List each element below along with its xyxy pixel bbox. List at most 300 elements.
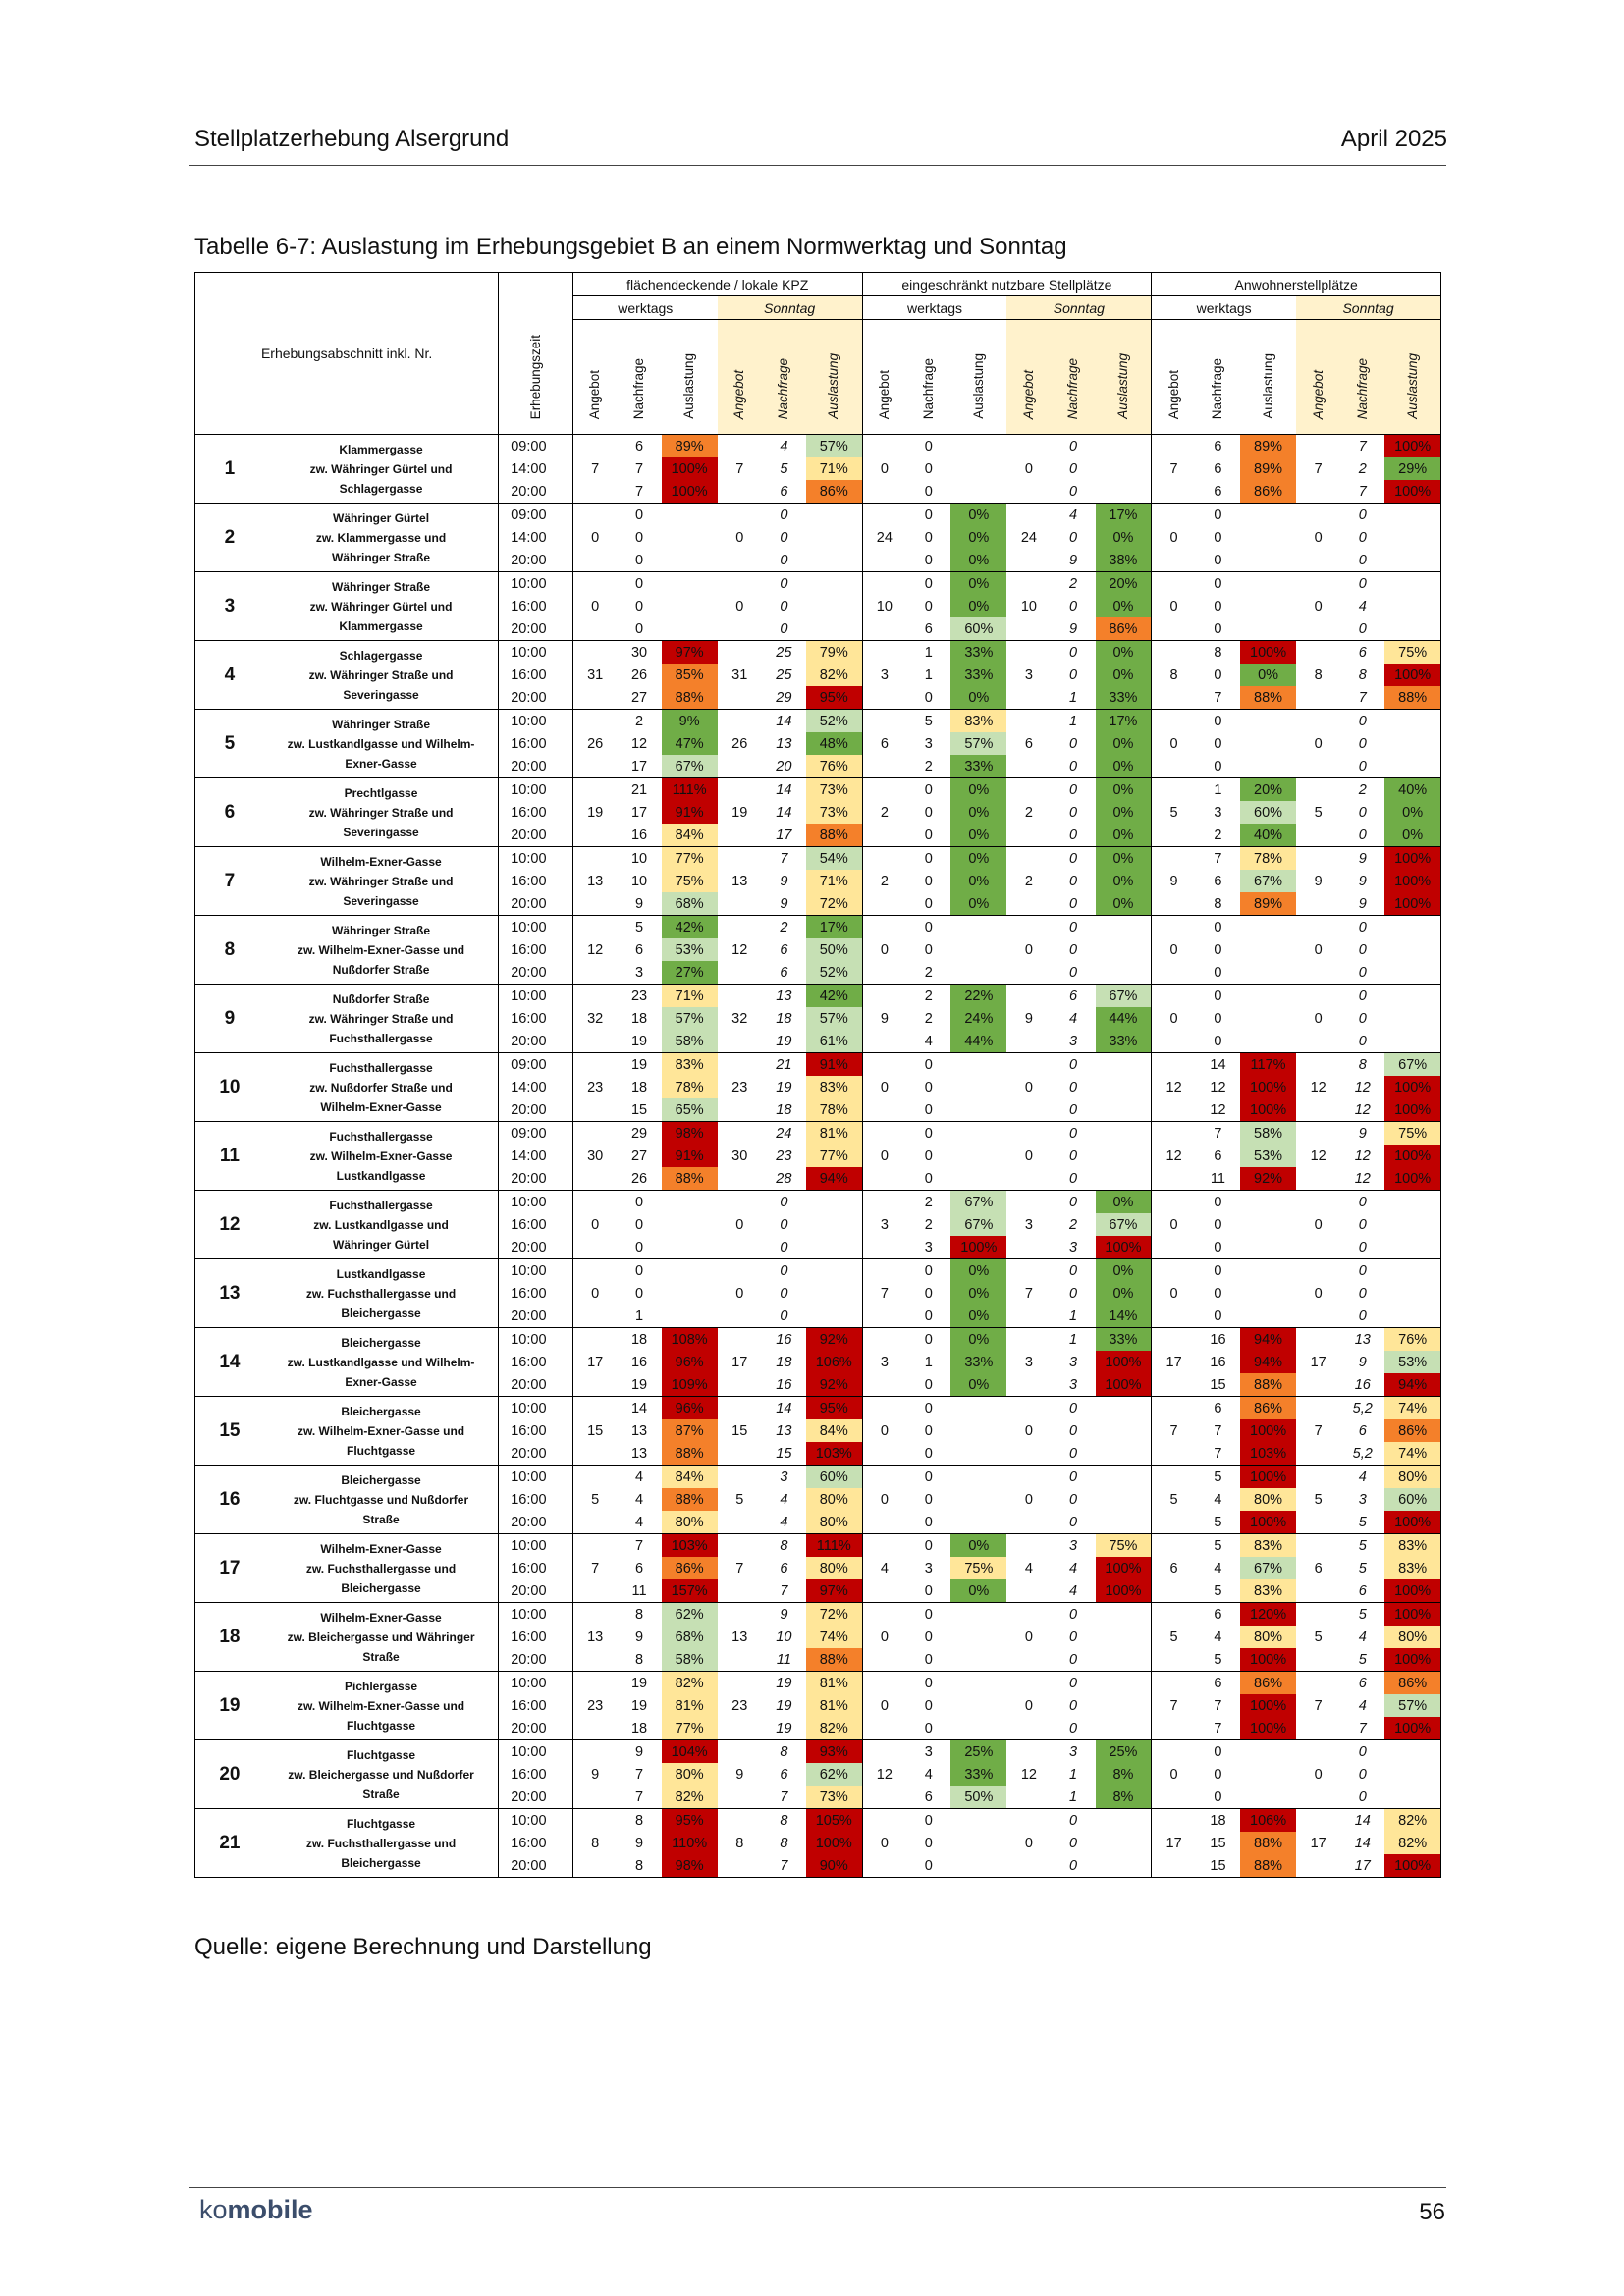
occupancy-weekday: 9% (662, 710, 718, 733)
section-number: 7 (195, 847, 264, 916)
supply-sunday: 0 (1296, 1191, 1340, 1259)
supply-sunday: 3 (1006, 1191, 1051, 1259)
footer-divider (189, 2187, 1446, 2188)
occupancy-sunday: 75% (1096, 1534, 1152, 1558)
occupancy-sunday (1384, 1740, 1440, 1764)
occupancy-weekday (1240, 1305, 1296, 1328)
section-number: 15 (195, 1397, 264, 1466)
occupancy-weekday (950, 1854, 1006, 1878)
supply-sunday: 5 (718, 1466, 762, 1534)
occupancy-weekday: 103% (662, 1534, 718, 1558)
occupancy-sunday: 0% (1096, 801, 1152, 824)
occupancy-weekday: 80% (1240, 1626, 1296, 1648)
supply-weekday: 0 (862, 1466, 906, 1534)
supply-sunday: 2 (1006, 778, 1051, 847)
occupancy-sunday: 0% (1096, 824, 1152, 847)
occupancy-sunday: 25% (1096, 1740, 1152, 1764)
occupancy-weekday (1240, 732, 1296, 755)
demand-sunday: 24 (762, 1122, 806, 1146)
demand-weekday: 0 (924, 552, 933, 568)
occupancy-sunday (1384, 985, 1440, 1008)
demand-sunday: 0 (1052, 435, 1096, 458)
demand-weekday: 6 (635, 941, 644, 958)
subcol-label: Nachfrage (631, 357, 647, 419)
occupancy-weekday: 100% (662, 480, 718, 504)
subcol-label: Auslastung (1404, 353, 1420, 419)
demand-sunday: 9 (1069, 620, 1078, 637)
survey-time: 14:00 (499, 526, 573, 549)
supply-sunday: 23 (718, 1053, 762, 1122)
survey-time: 16:00 (499, 1007, 573, 1030)
survey-time: 10:00 (499, 916, 573, 939)
supply-sunday: 0 (1296, 985, 1340, 1053)
demand-sunday: 0 (780, 1239, 788, 1255)
demand-weekday: 19 (630, 1033, 648, 1049)
occupancy-weekday (1240, 755, 1296, 778)
demand-weekday: 0 (1214, 1010, 1222, 1027)
section-name (264, 1122, 499, 1191)
survey-time: 16:00 (499, 1557, 573, 1579)
demand-sunday: 4 (1358, 1697, 1367, 1714)
demand-weekday: 13 (630, 1445, 648, 1462)
occupancy-weekday: 71% (662, 985, 718, 1008)
page-number: 56 (1419, 2199, 1445, 2225)
section-name-line: Schlagergasse (339, 648, 423, 663)
supply-weekday: 2 (862, 778, 906, 847)
occupancy-sunday (1096, 1809, 1152, 1833)
occupancy-weekday (1240, 938, 1296, 961)
demand-sunday: 0 (1069, 1170, 1078, 1187)
occupancy-weekday (1240, 1786, 1296, 1809)
subcol-label: Angebot (587, 369, 603, 419)
survey-time: 10:00 (499, 1259, 573, 1283)
demand-weekday: 0 (906, 1259, 950, 1283)
occupancy-sunday: 100% (1384, 892, 1440, 916)
supply-weekday: 0 (862, 1672, 906, 1740)
supply-weekday: 7 (862, 1259, 906, 1328)
demand-sunday: 0 (1358, 1010, 1367, 1027)
occupancy-weekday (950, 1626, 1006, 1648)
table-row (195, 1191, 1441, 1214)
demand-sunday: 0 (1069, 895, 1078, 912)
occupancy-weekday: 0% (950, 1328, 1006, 1352)
demand-sunday: 0 (1052, 641, 1096, 665)
demand-weekday: 14 (618, 1397, 662, 1420)
supply-sunday: 8 (1296, 641, 1340, 710)
demand-sunday: 0 (1069, 735, 1078, 752)
demand-weekday: 3 (1214, 804, 1222, 821)
demand-sunday: 0 (1069, 483, 1078, 500)
occupancy-weekday: 67% (1240, 1557, 1296, 1579)
demand-sunday: 0 (1069, 1720, 1078, 1736)
occupancy-weekday (950, 1717, 1006, 1740)
occupancy-sunday: 86% (1384, 1419, 1440, 1442)
occupancy-sunday (806, 1191, 862, 1214)
occupancy-sunday (1096, 1488, 1152, 1511)
section-number: 11 (195, 1122, 264, 1191)
supply-weekday: 5 (572, 1466, 617, 1534)
demand-weekday: 7 (635, 483, 644, 500)
demand-weekday: 0 (924, 827, 933, 843)
demand-sunday: 9 (1340, 847, 1384, 871)
survey-time: 10:00 (499, 1191, 573, 1214)
demand-sunday: 0 (780, 598, 788, 614)
occupancy-weekday: 103% (1240, 1442, 1296, 1466)
section-number: 9 (195, 985, 264, 1053)
occupancy-weekday: 88% (662, 686, 718, 710)
occupancy-sunday: 75% (1384, 1122, 1440, 1146)
demand-sunday: 13 (776, 735, 792, 752)
section-number: 5 (195, 710, 264, 778)
occupancy-sunday (1096, 1854, 1152, 1878)
occupancy-weekday: 88% (1240, 1373, 1296, 1397)
section-name-line: Severingasse (343, 893, 419, 908)
table-row (195, 435, 1441, 458)
demand-weekday: 0 (924, 895, 933, 912)
survey-time: 10:00 (499, 572, 573, 596)
demand-weekday: 17 (630, 758, 648, 774)
supply-sunday: 5 (1296, 1603, 1340, 1672)
occupancy-sunday: 88% (806, 824, 862, 847)
demand-weekday: 14 (1196, 1053, 1240, 1077)
section-name-line: zw. Fluchtgasse und Nußdorfer (293, 1492, 469, 1507)
survey-time: 09:00 (499, 1053, 573, 1077)
occupancy-sunday: 100% (1384, 1717, 1440, 1740)
demand-weekday: 17 (630, 804, 648, 821)
section-name-line: Lustkandlgasse (336, 1168, 426, 1183)
demand-sunday: 0 (1052, 1191, 1096, 1214)
section-number: 8 (195, 916, 264, 985)
occupancy-weekday: 84% (662, 824, 718, 847)
demand-sunday: 3 (1052, 1740, 1096, 1764)
demand-sunday: 2 (1358, 460, 1367, 477)
demand-sunday: 8 (1358, 667, 1367, 683)
section-name (264, 916, 499, 985)
occupancy-sunday (1096, 916, 1152, 939)
demand-weekday: 6 (1214, 483, 1222, 500)
occupancy-weekday: 89% (1240, 457, 1296, 480)
group-header: Anwohnerstellplätze (1152, 273, 1441, 296)
supply-sunday: 2 (1006, 847, 1051, 916)
table-row (195, 710, 1441, 733)
occupancy-weekday: 0% (950, 1282, 1006, 1305)
occupancy-sunday (1384, 710, 1440, 733)
demand-weekday: 7 (1214, 1422, 1222, 1439)
demand-sunday: 4 (1069, 1560, 1078, 1576)
occupancy-weekday (950, 1076, 1006, 1098)
occupancy-sunday (1384, 1786, 1440, 1809)
occupancy-sunday: 0% (1096, 778, 1152, 802)
occupancy-weekday (950, 1648, 1006, 1672)
demand-sunday: 7 (780, 1582, 788, 1599)
survey-time: 20:00 (499, 1373, 573, 1397)
occupancy-weekday: 0% (950, 870, 1006, 892)
demand-weekday: 9 (635, 1835, 644, 1851)
supply-weekday: 2 (862, 847, 906, 916)
demand-weekday: 8 (635, 1651, 644, 1668)
demand-weekday: 10 (630, 873, 648, 889)
supply-weekday: 12 (1152, 1053, 1196, 1122)
occupancy-weekday: 60% (950, 617, 1006, 641)
demand-weekday: 0 (924, 941, 933, 958)
demand-sunday: 3 (1358, 1491, 1367, 1508)
supply-sunday: 31 (718, 641, 762, 710)
demand-weekday: 0 (924, 689, 933, 706)
occupancy-sunday (806, 572, 862, 596)
occupancy-sunday (806, 549, 862, 572)
demand-weekday: 7 (1214, 1697, 1222, 1714)
occupancy-weekday: 104% (662, 1740, 718, 1764)
demand-weekday: 1 (635, 1308, 644, 1324)
occupancy-weekday (950, 480, 1006, 504)
occupancy-weekday: 0% (950, 526, 1006, 549)
section-name-line: Nußdorfer Straße (332, 991, 430, 1006)
occupancy-sunday: 0% (1096, 847, 1152, 871)
section-name (264, 1328, 499, 1397)
section-number: 18 (195, 1603, 264, 1672)
demand-sunday: 9 (780, 895, 788, 912)
demand-weekday: 0 (906, 1053, 950, 1077)
demand-weekday: 0 (1214, 758, 1222, 774)
section-name (264, 985, 499, 1053)
demand-sunday: 0 (1069, 460, 1078, 477)
demand-weekday: 0 (1214, 735, 1222, 752)
demand-weekday: 0 (635, 552, 644, 568)
occupancy-weekday: 53% (662, 938, 718, 961)
survey-time: 20:00 (499, 1511, 573, 1534)
occupancy-sunday: 20% (1096, 572, 1152, 596)
occupancy-weekday: 0% (950, 1305, 1006, 1328)
occupancy-weekday: 109% (662, 1373, 718, 1397)
occupancy-weekday: 57% (950, 732, 1006, 755)
supply-weekday: 32 (572, 985, 617, 1053)
section-name-line: zw. Wilhelm-Exner-Gasse und (297, 1423, 465, 1438)
occupancy-weekday: 0% (950, 847, 1006, 871)
occupancy-weekday: 67% (950, 1191, 1006, 1214)
demand-weekday: 2 (906, 1191, 950, 1214)
survey-time: 20:00 (499, 1717, 573, 1740)
demand-sunday: 5 (780, 460, 788, 477)
demand-sunday: 0 (1069, 873, 1078, 889)
subcol-header (1006, 320, 1051, 435)
demand-weekday: 0 (1214, 941, 1222, 958)
occupancy-weekday: 53% (1240, 1145, 1296, 1167)
demand-sunday: 4 (762, 435, 806, 458)
occupancy-sunday: 83% (1384, 1534, 1440, 1558)
occupancy-weekday: 100% (1240, 641, 1296, 665)
occupancy-weekday (662, 1259, 718, 1283)
occupancy-sunday: 100% (1384, 1603, 1440, 1627)
subcol-label: Auslastung (681, 353, 697, 419)
demand-sunday: 1 (1069, 689, 1078, 706)
demand-sunday: 14 (1354, 1835, 1371, 1851)
demand-weekday: 0 (924, 804, 933, 821)
demand-weekday: 0 (906, 1603, 950, 1627)
demand-weekday: 7 (1196, 1122, 1240, 1146)
section-name-line: Straße (362, 1787, 400, 1801)
occupancy-weekday: 0% (950, 1259, 1006, 1283)
occupancy-weekday: 80% (662, 1511, 718, 1534)
demand-sunday: 0 (1358, 804, 1367, 821)
section-name-line: Wilhelm-Exner-Gasse (320, 1099, 442, 1114)
occupancy-sunday: 60% (806, 1466, 862, 1489)
supply-sunday: 6 (1006, 710, 1051, 778)
occupancy-weekday: 78% (662, 1076, 718, 1098)
occupancy-sunday (806, 1236, 862, 1259)
demand-weekday: 0 (924, 1651, 933, 1668)
section-number: 13 (195, 1259, 264, 1328)
supply-sunday: 0 (1296, 916, 1340, 985)
demand-sunday: 8 (762, 1534, 806, 1558)
occupancy-sunday: 83% (1384, 1557, 1440, 1579)
occupancy-sunday (1384, 755, 1440, 778)
section-number: 2 (195, 504, 264, 572)
occupancy-sunday: 72% (806, 1603, 862, 1627)
section-name-line: zw. Nußdorfer Straße und (309, 1080, 453, 1095)
occupancy-sunday (1384, 1259, 1440, 1283)
occupancy-weekday (1240, 1282, 1296, 1305)
demand-weekday: 6 (924, 620, 933, 637)
supply-sunday: 7 (1296, 1397, 1340, 1466)
demand-sunday: 6 (780, 1766, 788, 1783)
demand-sunday: 19 (776, 1079, 792, 1095)
demand-sunday: 3 (762, 1466, 806, 1489)
occupancy-sunday: 8% (1096, 1763, 1152, 1786)
occupancy-weekday: 0% (950, 686, 1006, 710)
occupancy-weekday: 75% (662, 870, 718, 892)
demand-weekday: 0 (924, 1514, 933, 1530)
demand-sunday: 6 (780, 483, 788, 500)
demand-weekday: 6 (1196, 1397, 1240, 1420)
occupancy-sunday: 100% (1384, 435, 1440, 458)
supply-sunday: 30 (718, 1122, 762, 1191)
supply-sunday: 12 (1296, 1053, 1340, 1122)
demand-weekday: 11 (631, 1582, 647, 1599)
occupancy-weekday: 98% (662, 1854, 718, 1878)
group-header: eingeschränkt nutzbare Stellplätze (862, 273, 1152, 296)
demand-sunday: 21 (762, 1053, 806, 1077)
supply-sunday: 9 (1006, 985, 1051, 1053)
supply-sunday: 19 (718, 778, 762, 847)
occupancy-sunday: 17% (806, 916, 862, 939)
demand-sunday: 0 (1358, 1766, 1367, 1783)
occupancy-sunday (1096, 480, 1152, 504)
occupancy-weekday (1240, 1740, 1296, 1764)
demand-sunday: 4 (780, 1491, 788, 1508)
occupancy-sunday (806, 1259, 862, 1283)
section-number: 17 (195, 1534, 264, 1603)
demand-weekday: 2 (1214, 827, 1222, 843)
occupancy-weekday: 83% (1240, 1579, 1296, 1603)
occupancy-sunday (1384, 504, 1440, 527)
supply-sunday: 0 (1296, 504, 1340, 572)
occupancy-weekday: 24% (950, 1007, 1006, 1030)
demand-sunday: 3 (1069, 1033, 1078, 1049)
demand-sunday: 0 (1069, 1629, 1078, 1645)
demand-weekday: 0 (635, 598, 644, 614)
occupancy-sunday: 52% (806, 710, 862, 733)
demand-sunday: 0 (1052, 1122, 1096, 1146)
occupancy-sunday (1096, 1419, 1152, 1442)
sonntag-header: Sonntag (1296, 296, 1440, 320)
supply-sunday: 5 (1296, 778, 1340, 847)
survey-time: 14:00 (499, 1145, 573, 1167)
demand-sunday: 0 (1069, 804, 1078, 821)
section-name-line: zw. Währinger Gürtel und (309, 461, 453, 476)
occupancy-weekday: 20% (1240, 778, 1296, 802)
demand-sunday: 29 (776, 689, 792, 706)
occupancy-weekday: 100% (1240, 1076, 1296, 1098)
demand-sunday: 0 (1069, 1445, 1078, 1462)
occupancy-weekday: 68% (662, 1626, 718, 1648)
demand-sunday: 3 (1069, 1239, 1078, 1255)
demand-sunday: 0 (1358, 964, 1367, 981)
survey-time: 10:00 (499, 710, 573, 733)
occupancy-weekday (950, 1053, 1006, 1077)
supply-weekday: 19 (572, 778, 617, 847)
occupancy-sunday (1384, 595, 1440, 617)
survey-time: 20:00 (499, 1305, 573, 1328)
occupancy-weekday: 97% (662, 641, 718, 665)
demand-weekday: 0 (906, 1122, 950, 1146)
demand-sunday: 13 (776, 1422, 792, 1439)
table-row (195, 1740, 1441, 1764)
demand-sunday: 0 (1052, 1466, 1096, 1489)
demand-sunday: 0 (1052, 778, 1096, 802)
survey-time: 10:00 (499, 1672, 573, 1695)
occupancy-sunday: 83% (806, 1076, 862, 1098)
demand-weekday: 1 (1196, 778, 1240, 802)
occupancy-weekday: 67% (1240, 870, 1296, 892)
demand-sunday: 19 (776, 1720, 792, 1736)
survey-time: 20:00 (499, 1030, 573, 1053)
demand-weekday: 5 (906, 710, 950, 733)
occupancy-sunday: 100% (1384, 870, 1440, 892)
demand-sunday: 0 (1340, 985, 1384, 1008)
survey-time: 10:00 (499, 1466, 573, 1489)
occupancy-weekday (950, 1397, 1006, 1420)
demand-weekday: 7 (635, 1789, 644, 1805)
demand-sunday: 4 (1358, 1629, 1367, 1645)
survey-time: 10:00 (499, 1809, 573, 1833)
demand-sunday: 9 (762, 1603, 806, 1627)
occupancy-sunday (1384, 916, 1440, 939)
occupancy-weekday: 96% (662, 1351, 718, 1373)
demand-sunday: 0 (1052, 1603, 1096, 1627)
demand-sunday: 0 (1069, 1835, 1078, 1851)
demand-sunday: 0 (780, 620, 788, 637)
occupancy-weekday (1240, 1259, 1296, 1283)
occupancy-sunday (1384, 1191, 1440, 1214)
section-number: 4 (195, 641, 264, 710)
survey-time: 20:00 (499, 824, 573, 847)
werktags-header: werktags (572, 296, 717, 320)
table-row (195, 1603, 1441, 1627)
section-name-line: Bleichergasse (341, 1580, 421, 1595)
supply-sunday: 3 (1006, 1328, 1051, 1397)
demand-weekday: 0 (1214, 620, 1222, 637)
demand-weekday: 5 (618, 916, 662, 939)
section-name-line: Klammergasse (339, 618, 423, 633)
demand-weekday: 0 (1214, 598, 1222, 614)
supply-sunday: 7 (718, 1534, 762, 1603)
section-name (264, 1672, 499, 1740)
occupancy-weekday: 100% (1240, 1419, 1296, 1442)
source-note: Quelle: eigene Berechnung und Darstellung (194, 1934, 652, 1960)
occupancy-weekday: 98% (662, 1122, 718, 1146)
occupancy-weekday (1240, 961, 1296, 985)
demand-sunday: 9 (780, 873, 788, 889)
